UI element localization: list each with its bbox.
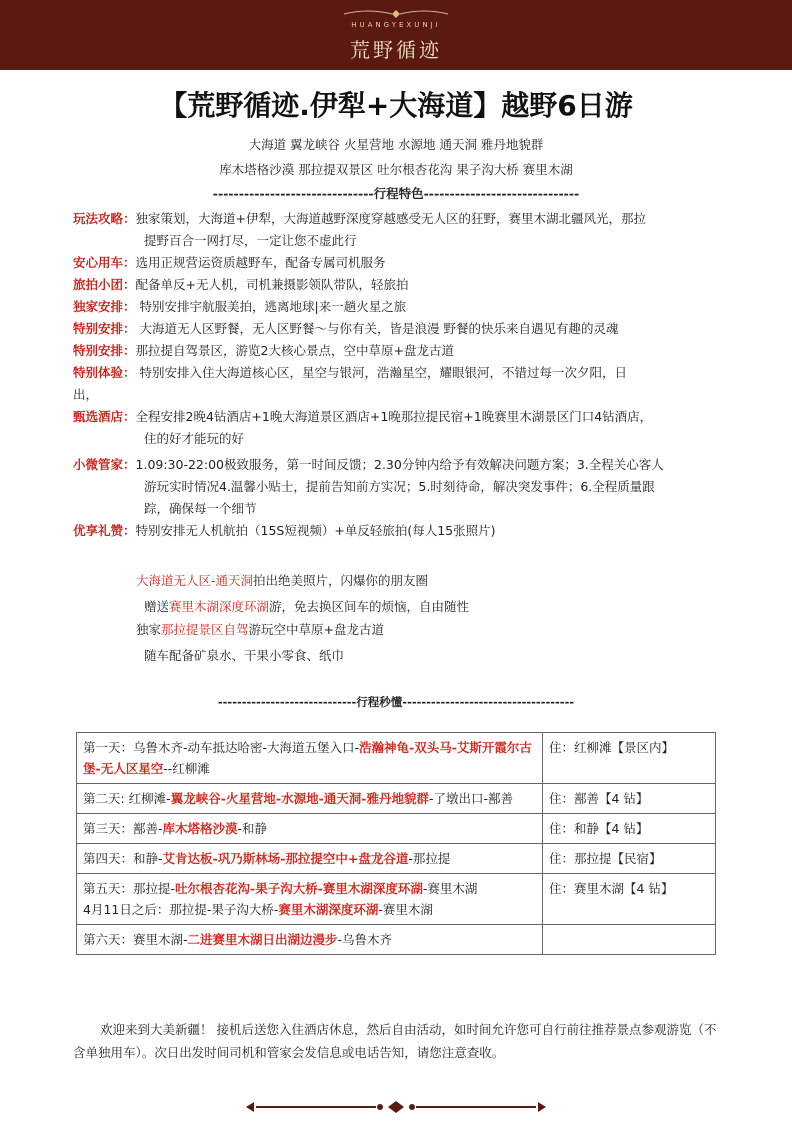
day-route-end: -那拉提: [408, 851, 451, 866]
day-highlight: 翼龙峡谷-火星营地-水源地-通天洞-雅丹地貌群: [170, 791, 429, 806]
day-route: 第二天: 红柳滩-: [83, 791, 171, 806]
feature-label: 玩法攻略：: [73, 211, 136, 226]
day-cell: [77, 874, 543, 925]
stay-cell: 住：赛里木湖【4 钻】: [543, 874, 716, 925]
stay-cell: 住：鄯善【4 钻】: [543, 784, 716, 814]
feature-text: 特别安排无人机航拍（15S短视频）+单反轻旅拍(每人15张照片): [135, 523, 496, 538]
day-route: 第三天：鄯善-: [83, 821, 163, 836]
itinerary-divider: -----------------------------行程秒懂------------------------------------: [217, 695, 575, 709]
banner-pinyin: HUANGYEXUNJI: [351, 21, 441, 29]
day-cell: [77, 784, 543, 814]
feature-label: 旅拍小团：: [73, 277, 136, 292]
table-row: [77, 925, 716, 955]
gift-highlight: 大海道无人区-通天洞: [136, 573, 254, 588]
gift-highlight: 那拉提景区自驾: [161, 622, 249, 637]
day-route: 第六天：赛里木湖-: [83, 932, 188, 947]
feature-text: 1.09:30-22:00极致服务，第一时间反馈；2.30分钟内给予有效解决问题方案；3.全程关心客人: [135, 457, 664, 472]
feature-item: [73, 520, 723, 542]
highlights-line-2: 库木塔格沙漠 那拉提双景区 吐尔根杏花沟 果子沟大桥 赛里木湖: [219, 162, 573, 177]
day-route-end: -了墩出口-鄯善: [428, 791, 513, 806]
table-row: [77, 844, 716, 874]
footer-ornament-icon: [246, 1100, 546, 1114]
feature-item: [73, 296, 723, 318]
gift-prefix: 独家: [136, 622, 162, 637]
feature-label: 甄选酒店：: [73, 409, 136, 424]
feature-item: [73, 252, 723, 274]
feature-item: [73, 362, 723, 406]
gift-text: 游玩空中草原+盘龙古道: [248, 622, 385, 637]
feature-text: 大海道无人区野餐，无人区野餐～与你有关，皆是浪漫 野餐的快乐来自遇见有趣的灵魂: [135, 321, 619, 336]
day-route-end: -和静: [237, 821, 268, 836]
stay-cell: 住：和静【4 钻】: [543, 814, 716, 844]
gift-text: 拍出绝美照片，闪爆你的朋友圈: [253, 573, 429, 588]
day-alt-highlight: 赛里木湖深度环湖: [278, 902, 379, 917]
day-route: 第四天：和静-: [83, 851, 163, 866]
feature-text-cont: 住的好才能玩的好: [144, 431, 245, 446]
page-title: 【荒野循迹.伊犁+大海道】越野6日游: [159, 89, 633, 122]
feature-text: 全程安排2晚4钻酒店+1晚大海道景区酒店+1晚那拉提民宿+1晚赛里木湖景区门口4钻酒店，: [135, 409, 653, 424]
gift-prefix: 赠送: [144, 599, 170, 614]
table-row: [77, 733, 716, 784]
day-route-end: --红柳滩: [163, 761, 210, 776]
ornament-icon: [340, 8, 452, 20]
feature-text: 那拉提自驾景区，游览2大核心景点，空中草原+盘龙古道: [135, 343, 454, 358]
features-list: [73, 208, 723, 542]
feature-item: [73, 406, 723, 450]
feature-item: [73, 454, 723, 520]
day-cell: [77, 733, 543, 784]
feature-label: 小微管家：: [73, 457, 136, 472]
day-cell: [77, 925, 543, 955]
feature-label: 特别安排：: [73, 343, 136, 358]
feature-text: 配备单反+无人机，司机兼摄影领队带队，轻旅拍: [135, 277, 409, 292]
gift-line: [136, 570, 428, 592]
day-cell: [77, 844, 543, 874]
day-highlight: 吐尔根杏花沟-果子沟大桥-赛里木湖深度环湖: [175, 881, 423, 896]
feature-text-cont: 踪，确保每一个细节: [144, 501, 257, 516]
table-row: [77, 874, 716, 925]
day-route-end: -乌鲁木齐: [337, 932, 393, 947]
feature-item: [73, 274, 723, 296]
gift-line: [144, 645, 344, 667]
table-row: [77, 814, 716, 844]
feature-text-cont: 出，: [73, 387, 99, 402]
stay-cell: 住：那拉提【民宿】: [543, 844, 716, 874]
day-alt-route: 4月11日之后：那拉提-果子沟大桥-: [83, 902, 279, 917]
feature-text: 选用正规营运资质越野车，配备专属司机服务: [135, 255, 386, 270]
gift-text: 随车配备矿泉水、干果小零食、纸巾: [144, 648, 345, 663]
day-highlight: 艾肯达板-巩乃斯林场-那拉提空中+盘龙谷道: [162, 851, 409, 866]
itinerary-table: [76, 732, 716, 955]
day-route: 第一天：乌鲁木齐-动车抵达哈密-大海道五堡入口-: [83, 740, 360, 755]
day-highlight: 二进赛里木湖日出湖边漫步: [187, 932, 338, 947]
feature-label: 特别体验：: [73, 365, 136, 380]
features-divider: -------------------------------行程特色------------------------------: [212, 186, 580, 201]
feature-label: 安心用车：: [73, 255, 136, 270]
gift-line: [144, 596, 469, 618]
stay-cell: 住：红柳滩【景区内】: [543, 733, 716, 784]
stay-cell: [543, 925, 716, 955]
day-route: 第五天：那拉提-: [83, 881, 176, 896]
day-highlight: 浩瀚神龟-双头马-艾斯开霞尔古堡-无人区星空: [83, 740, 532, 776]
feature-item: [73, 208, 723, 252]
gift-text: 游，免去换区间车的烦恼，自由随性: [269, 599, 470, 614]
table-row: [77, 784, 716, 814]
feature-text: 独家策划，大海道+伊犁，大海道越野深度穿越感受无人区的狂野，赛里木湖北疆风光，那拉: [135, 211, 646, 226]
day-route-end: -赛里木湖: [422, 881, 478, 896]
feature-text: 特别安排入住大海道核心区，星空与银河，浩瀚星空，耀眼银河，不错过每一次夕阳，日: [135, 365, 627, 380]
feature-label: 优享礼赞：: [73, 523, 136, 538]
day-highlight: 库木塔格沙漠: [162, 821, 238, 836]
feature-text: 特别安排宇航服美拍，逃离地球|来一趟火星之旅: [135, 299, 407, 314]
feature-text-cont: 提野百合一网打尽，一定让您不虚此行: [144, 233, 357, 248]
feature-item: [73, 318, 723, 340]
header-banner: [0, 0, 792, 70]
feature-text-cont: 游玩实时情况4.温馨小贴士，提前告知前方实况；5.时刻待命，解决突发事件；6.全程质量跟: [144, 479, 655, 494]
gift-highlight: 赛里木湖深度环湖: [169, 599, 270, 614]
welcome-text: 欢迎来到大美新疆！ 接机后送您入住酒店休息，然后自由活动，如时间允许您可自行前往推荐景点参观游览（不含单独用车）。次日出发时间司机和管家会发信息或电话告知，请您注意查收。: [73, 1022, 717, 1060]
feature-label: 特别安排：: [73, 321, 136, 336]
banner-title: 荒野循迹: [350, 38, 442, 62]
gift-line: [136, 619, 384, 641]
feature-label: 独家安排：: [73, 299, 136, 314]
day-cell: [77, 814, 543, 844]
day-alt-route-end: -赛里木湖: [378, 902, 433, 917]
highlights-line-1: 大海道 翼龙峡谷 火星营地 水源地 通天洞 雅丹地貌群: [248, 137, 544, 152]
feature-item: [73, 340, 723, 362]
